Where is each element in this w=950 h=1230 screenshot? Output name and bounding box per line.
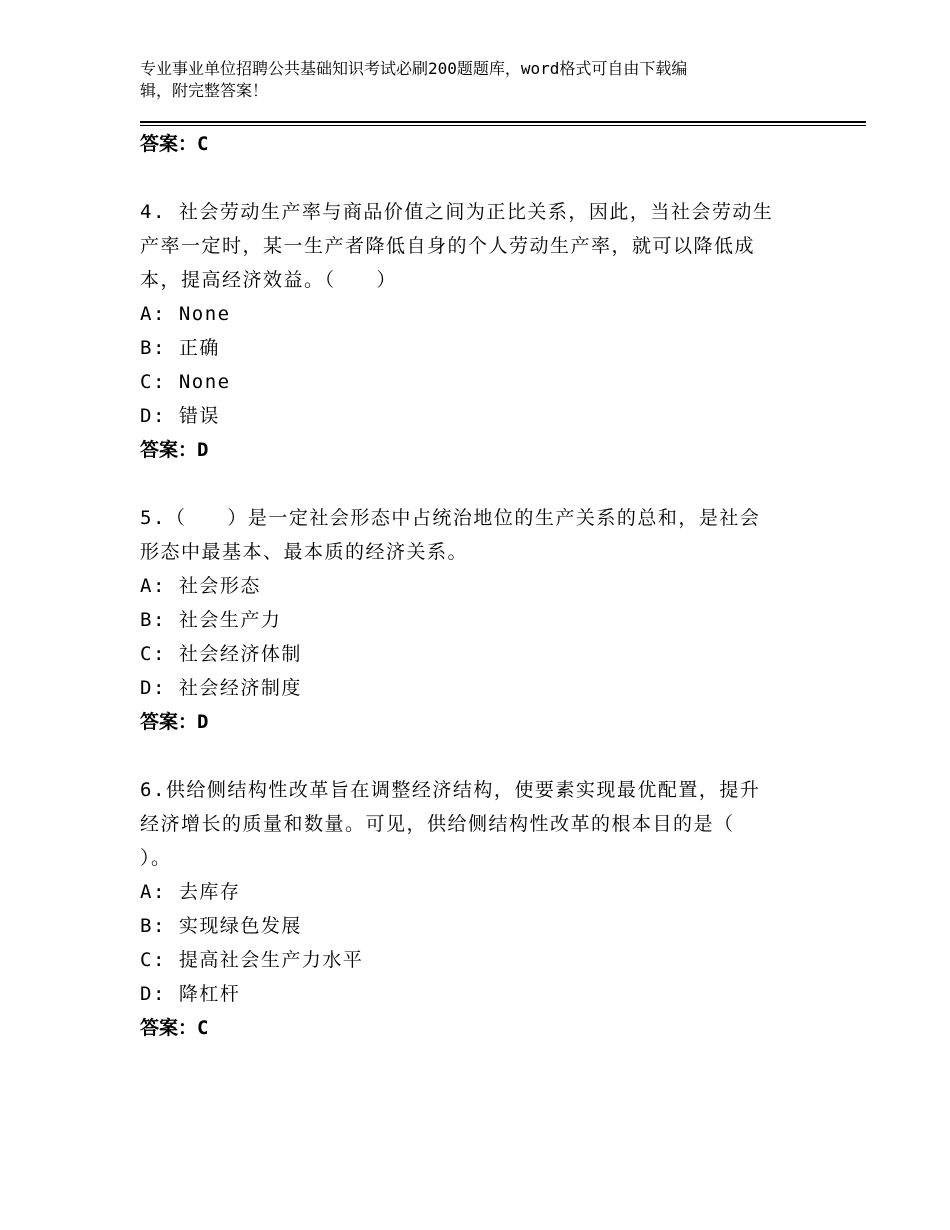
- header-line-2: 辑，附完整答案！: [140, 81, 269, 100]
- header-line-1: 专业事业单位招聘公共基础知识考试必刷200题题库，word格式可自由下载编: [140, 59, 688, 78]
- answer-label: 答案：C: [140, 1017, 209, 1039]
- option-a: A: 去库存: [140, 881, 241, 903]
- header-rule-thick: [140, 121, 866, 123]
- option-c: C: None: [140, 371, 231, 393]
- option-b: B: 实现绿色发展: [140, 915, 302, 937]
- question-stem-line: ）。: [140, 847, 172, 869]
- question-stem-line: 本，提高经济效益。（ ）: [140, 269, 398, 291]
- option-b: B: 正确: [140, 337, 220, 359]
- option-c: C: 提高社会生产力水平: [140, 949, 364, 971]
- question-item: [140, 501, 820, 739]
- option-a: A: 社会形态: [140, 575, 261, 597]
- question-stem-line: 产率一定时，某一生产者降低自身的个人劳动生产率，就可以降低成: [140, 235, 756, 257]
- question-stem-line: 经济增长的质量和数量。可见，供给侧结构性改革的根本目的是（: [140, 813, 735, 835]
- option-c: C: 社会经济体制: [140, 643, 302, 665]
- option-b: B: 社会生产力: [140, 609, 282, 631]
- question-item: [140, 773, 820, 1045]
- question-stem-line: 4. 社会劳动生产率与商品价值之间为正比关系，因此，当社会劳动生: [140, 201, 774, 223]
- header-rule-thin: [140, 125, 866, 126]
- question-stem: [140, 195, 820, 297]
- page-header: [140, 58, 790, 102]
- answer-label: 答案：D: [140, 439, 209, 461]
- question-stem: [140, 501, 820, 569]
- option-a: A: None: [140, 303, 231, 325]
- question-stem: [140, 773, 820, 875]
- question-stem-line: 5.（ ）是一定社会形态中占统治地位的生产关系的总和，是社会: [140, 507, 761, 529]
- option-d: D: 社会经济制度: [140, 677, 302, 699]
- answer-label: 答案：D: [140, 711, 209, 733]
- answer-label: 答案：C: [140, 133, 209, 155]
- question-stem-line: 6.供给侧结构性改革旨在调整经济结构，使要素实现最优配置，提升: [140, 779, 761, 801]
- option-d: D: 降杠杆: [140, 983, 241, 1005]
- question-stem-line: 形态中最基本、最本质的经济关系。: [140, 541, 469, 563]
- option-d: D: 错误: [140, 405, 220, 427]
- question-item: [140, 195, 820, 467]
- document-body: [140, 127, 820, 1045]
